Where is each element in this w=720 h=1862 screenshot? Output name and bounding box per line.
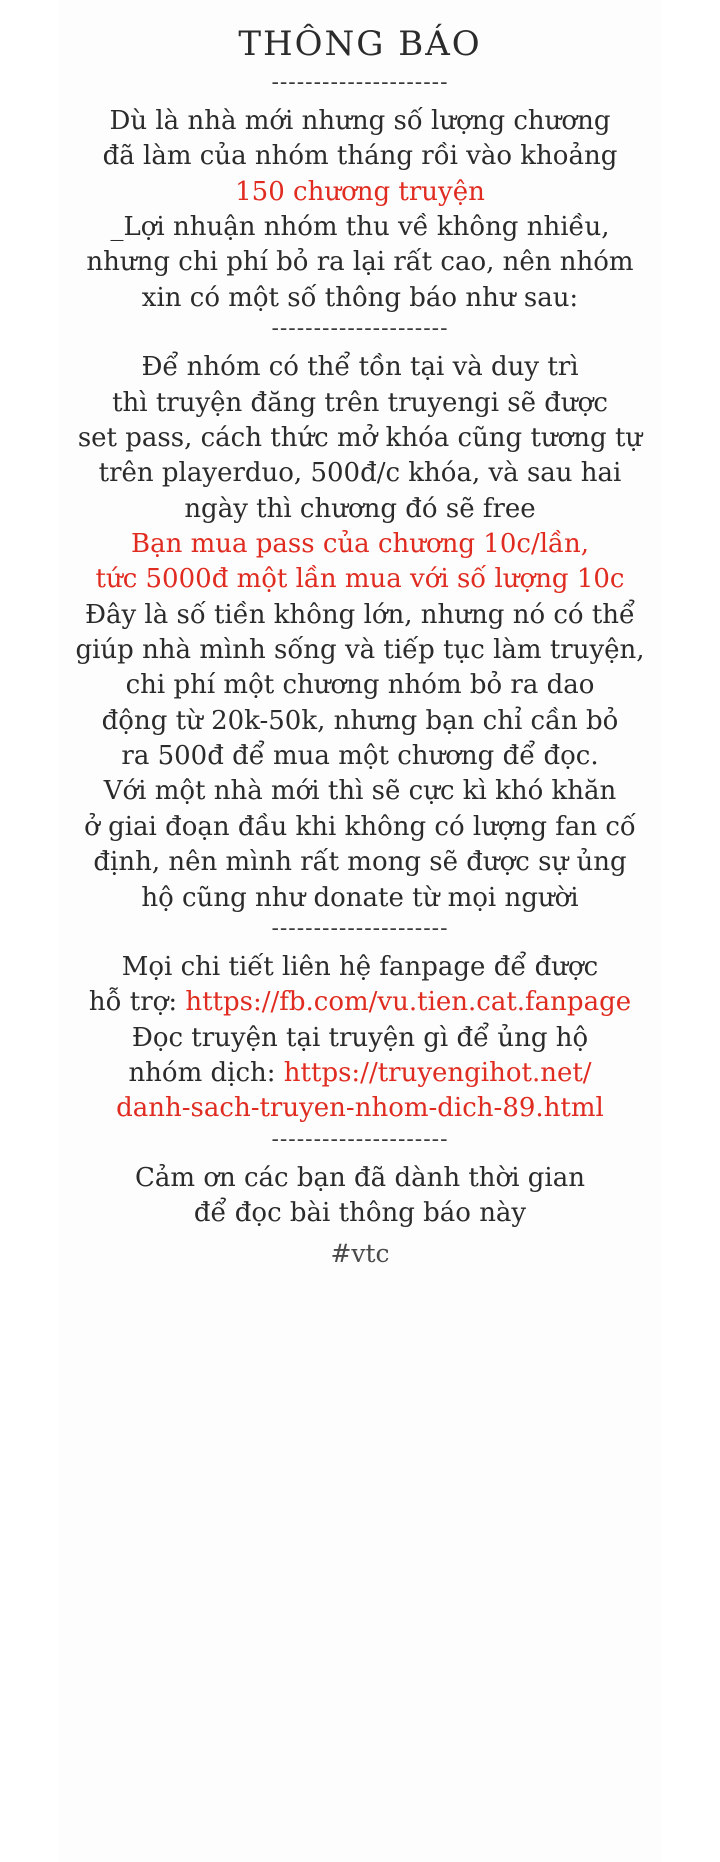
text-line: Để nhóm có thể tồn tại và duy trì [141, 352, 579, 383]
text-line: hộ cũng như donate từ mọi người [141, 882, 579, 913]
text-line: trên playerduo, 500đ/c khóa, và sau hai [98, 458, 622, 489]
text-line: ngày thì chương đó sẽ free [184, 493, 536, 524]
text-run: hỗ trợ: [88, 987, 186, 1018]
text-line: tức 5000đ một lần mua với số lượng 10c [95, 564, 625, 595]
divider-3: --------------------- [271, 915, 449, 941]
announcement-page [58, 0, 662, 1862]
text-line [66, 985, 654, 1020]
section-thanks [66, 1161, 654, 1232]
section-contact [66, 950, 654, 1127]
text-line: định, nên mình rất mong sẽ được sự ủng [93, 847, 627, 878]
text-line: chi phí một chương nhóm bỏ ra dao [125, 670, 595, 701]
text-line: động từ 20k-50k, nhưng bạn chỉ cần bỏ [101, 705, 619, 736]
text-line: danh-sach-truyen-nhom-dich-89.html [116, 1093, 604, 1124]
text-line: ra 500đ để mua một chương để đọc. [121, 741, 599, 772]
text-line: Đọc truyện tại truyện gì để ủng hộ [131, 1022, 589, 1053]
hashtag: #vtc [330, 1239, 390, 1269]
text-line [66, 1056, 654, 1091]
link-text[interactable]: https://fb.com/vu.tien.cat.fanpage [185, 987, 632, 1018]
divider-1: --------------------- [271, 70, 449, 95]
text-line: xin có một số thông báo như sau: [141, 282, 579, 313]
text-line: giúp nhà mình sống và tiếp tục làm truyện, [75, 635, 645, 666]
text-line: ở giai đoạn đầu khi không có lượng fan cố [84, 811, 636, 842]
text-line: Bạn mua pass của chương 10c/lần, [131, 528, 589, 559]
text-run: nhóm dịch: [128, 1057, 284, 1088]
text-line: set pass, cách thức mở khóa cũng tương tự [77, 422, 643, 453]
text-line: Với một nhà mới thì sẽ cực kì khó khăn [103, 776, 617, 807]
text-line: Đây là số tiền không lớn, nhưng nó có thể [84, 599, 636, 630]
divider-2: --------------------- [271, 316, 449, 342]
text-line: đã làm của nhóm tháng rồi vào khoảng [102, 141, 618, 172]
section-pass-policy [66, 350, 654, 916]
text-line: thì truyện đăng trên truyengi sẽ được [112, 387, 608, 418]
link-text[interactable]: https://truyengihot.net/ [283, 1057, 592, 1088]
text-line: _Lợi nhuận nhóm thu về không nhiều, [110, 212, 610, 243]
text-line: Mọi chi tiết liên hệ fanpage để được [121, 951, 599, 982]
text-line: 150 chương truyện [235, 176, 485, 207]
text-line: để đọc bài thông báo này [193, 1198, 527, 1229]
text-line: nhưng chi phí bỏ ra lại rất cao, nên nhóm [86, 247, 634, 278]
text-line: Dù là nhà mới nhưng số lượng chương [109, 106, 611, 136]
text-line: Cảm ơn các bạn đã dành thời gian [135, 1162, 585, 1193]
section-intro [66, 104, 654, 316]
page-title: THÔNG BÁO [238, 24, 482, 64]
divider-4: --------------------- [271, 1126, 449, 1152]
